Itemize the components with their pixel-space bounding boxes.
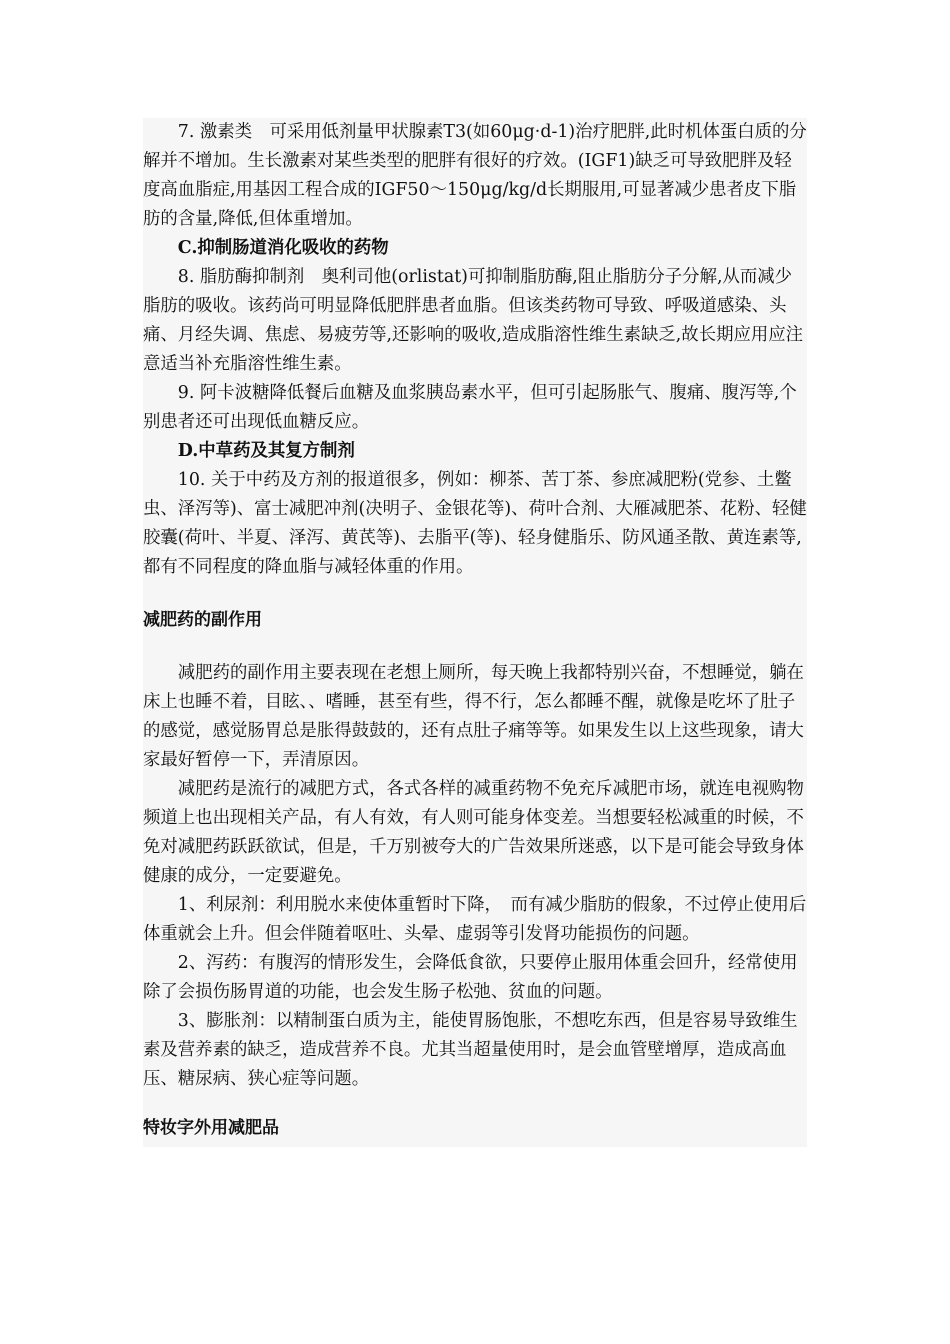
subheading-absorption-inhibitors: C.抑制肠道消化吸收的药物 xyxy=(177,238,389,258)
paragraph-laxatives: 2、泻药：有腹泻的情形发生，会降低食欲，只要停止服用体重会回升，经常使用除了会损伤肠胃道的功能，也会发生肠子松弛、贫血的问题。 xyxy=(143,953,798,1002)
paragraph-acarbose: 9. 阿卡波糖降低餐后血糖及血浆胰岛素水平，但可引起肠胀气、腹痛、腹泻等,个别患者还可出现低血糖反应。 xyxy=(143,383,797,432)
paragraph-side-effects-symptoms: 减肥药的副作用主要表现在老想上厕所，每天晚上我都特别兴奋，不想睡觉，躺在床上也睡不着，目眩、、嗜睡，甚至有些，得不行，怎么都睡不醒，就像是吃坏了肚子的感觉，感觉肠胃总是胀得鼓鼓的，还有点肚子痛等等。如果发生以上这些现象，请大家最好暂停一下，弄清原因。 xyxy=(143,663,804,770)
paragraph-side-effects-market: 减肥药是流行的减肥方式，各式各样的减重药物不免充斥减肥市场，就连电视购物频道上也出现相关产品，有人有效，有人则可能身体变差。当想要轻松减重的时候，不免对减肥药跃跃欲试，但是，千万别被夸大的广告效果所迷惑，以下是可能会导致身体健康的成分，一定要避免。 xyxy=(143,779,804,886)
section-heading-side-effects: 减肥药的副作用 xyxy=(143,610,262,630)
paragraph-lipase-inhibitor: 8. 脂肪酶抑制剂 奥利司他(orlistat)可抑制脂肪酶,阻止脂肪分子分解,从而减少脂肪的吸收。该药尚可明显降低肥胖患者血脂。但该类药物可导致、呼吸道感染、头痛、月经失调、焦虑、易疲劳等,还影响的吸收,造成脂溶性维生素缺乏,故长期应用应注意适当补充脂溶性维生素。 xyxy=(143,267,804,374)
paragraph-diuretics: 1、利尿剂：利用脱水来使体重暂时下降， 而有减少脂肪的假象，不过停止使用后体重就会上升。但会伴随着呕吐、头晕、虚弱等引发肾功能损伤的问题。 xyxy=(143,895,807,944)
paragraph-hormones: 7. 激素类 可采用低剂量甲状腺素T3(如60μg·d-1)治疗肥胖,此时机体蛋白质的分解并不增加。生长激素对某些类型的肥胖有很好的疗效。(IGF1)缺乏可导致肥胖及轻度高血脂症,用基因工程合成的IGF50～150μg/kg/d长期服用,可显著减少患者皮下脂肪的含量,降低,但体重增加。 xyxy=(143,122,807,229)
subheading-herbal-medicine: D.中草药及其复方制剂 xyxy=(177,441,355,461)
paragraph-herbal-formulas: 10. 关于中药及方剂的报道很多，例如：柳茶、苦丁茶、参庶减肥粉(党参、土鳖虫、泽泻等)、富士减肥冲剂(决明子、金银花等)、荷叶合剂、大雁减肥茶、花粉、轻健胶囊(荷叶、半夏、泽泻、黄芪等)、去脂平(等)、轻身健脂乐、防风通圣散、黄连素等,都有不同程度的降血脂与减轻体重的作用。 xyxy=(143,470,807,577)
paragraph-bulking-agents: 3、膨胀剂：以精制蛋白质为主，能使胃肠饱胀，不想吃东西，但是容易导致维生素及营养素的缺乏，造成营养不良。尤其当超量使用时，是会血管壁增厚，造成高血压、糖尿病、狭心症等问题。 xyxy=(143,1011,798,1089)
document-body xyxy=(143,118,807,1147)
section-heading-external-products: 特妆字外用减肥品 xyxy=(143,1118,279,1138)
